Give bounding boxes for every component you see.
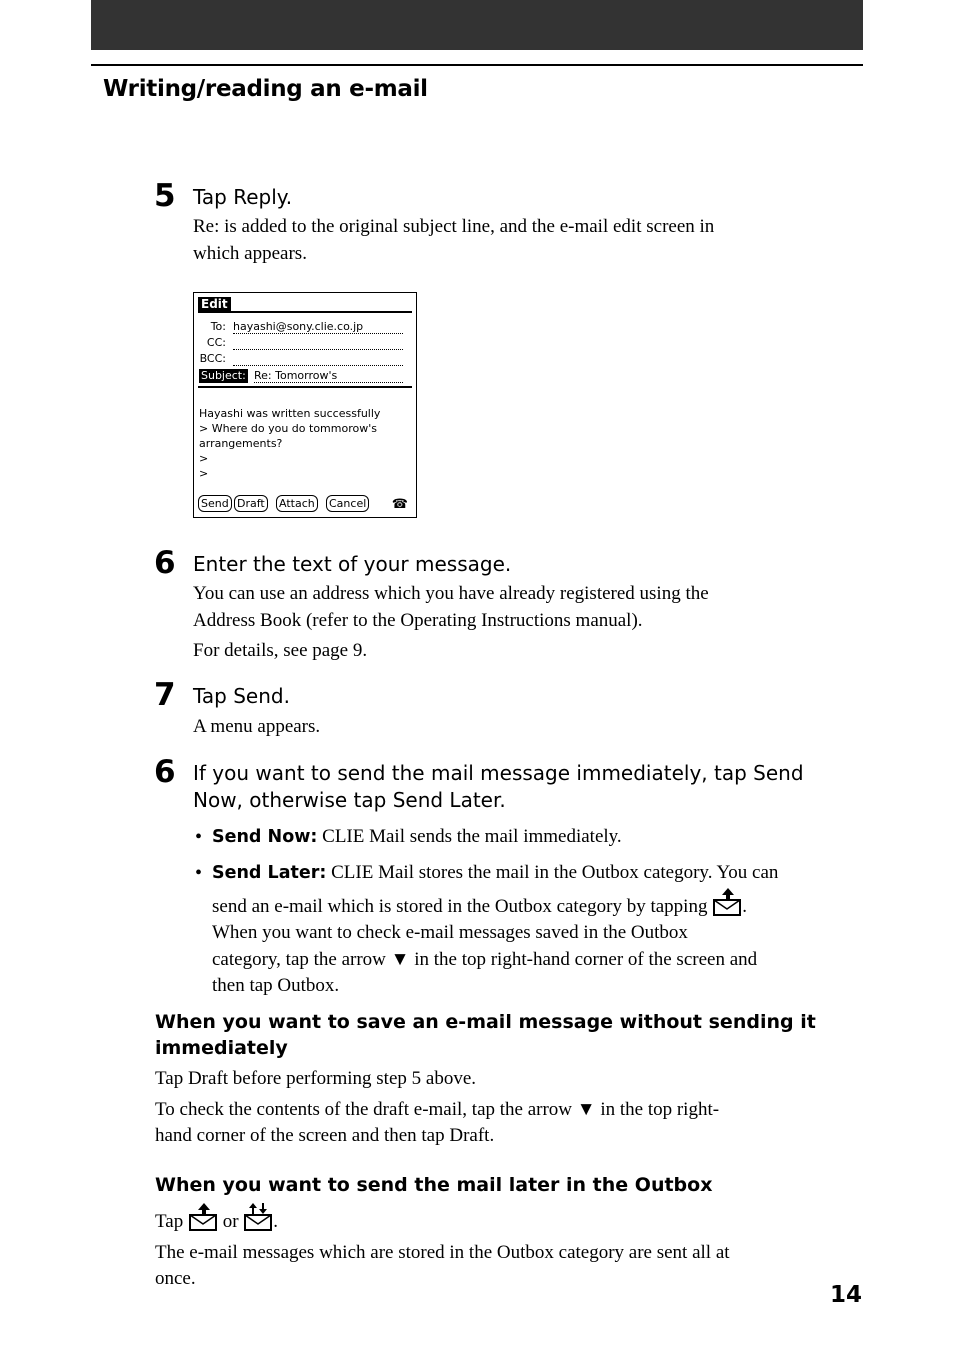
heading-line: If you want to send the mail message immediately, tap Send [193, 761, 804, 785]
send-receive-icon [243, 1202, 273, 1232]
text-line: Tap [155, 1211, 188, 1232]
heading-line: immediately [155, 1037, 288, 1059]
step-text: A menu appears. [193, 716, 321, 737]
header-bar [91, 0, 863, 50]
text-line: or [217, 1211, 244, 1232]
message-body: Hayashi was written successfully > Where do you do tommorow's arrangements? > > [199, 407, 381, 480]
title-rule [198, 311, 412, 313]
send-outbox-icon [188, 1202, 218, 1232]
text-line: hand corner of the screen and then tap Draft. [155, 1125, 495, 1146]
text-line: You can use an address which you have already registered using the [193, 583, 709, 604]
send-now-item [212, 824, 622, 851]
heading-line: When you want to save an e-mail message without sending it [155, 1011, 816, 1033]
text-line: CLIE Mail stores the mail in the Outbox category. You can [326, 862, 779, 883]
header-rule [91, 64, 863, 66]
step-text [193, 581, 709, 665]
text-line: Address Book (refer to the Operating Instructions manual). [193, 609, 643, 631]
text-line: send an e-mail which is stored in the Outbox category by tapping [212, 895, 713, 917]
subheading [155, 1009, 816, 1061]
text-line: The e-mail messages which are stored in the Outbox category are sent all at [155, 1241, 730, 1263]
text-line: . [273, 1211, 279, 1232]
step-number: 7 [154, 677, 176, 713]
text-line: once. [155, 1268, 196, 1289]
text-line: For details, see page 9. [193, 640, 368, 661]
cancel-button: Cancel [326, 495, 369, 512]
bcc-label: BCC: [199, 352, 226, 365]
header-divider [198, 386, 412, 388]
cc-label: CC: [206, 336, 226, 349]
text-line: category, tap the arrow ▼ in the top right-hand corner of the screen and [212, 948, 758, 970]
subject-field: Re: Tomorrow's [254, 369, 403, 383]
draft-button: Draft [234, 495, 268, 512]
step-text [193, 214, 714, 267]
send-outbox-icon [712, 887, 742, 917]
step-heading: Tap Send. [193, 684, 290, 708]
text-line: When you want to check e-mail messages saved in the Outbox [212, 922, 688, 943]
to-label: To: [210, 320, 226, 333]
step-heading: Tap Reply. [193, 185, 293, 209]
text-line: which appears. [193, 242, 307, 264]
subheading: When you want to send the mail later in the Outbox [155, 1174, 713, 1196]
text-line: To check the contents of the draft e-mail, tap the arrow ▼ in the top right- [155, 1098, 720, 1120]
send-now-label: Send Now: [212, 827, 318, 847]
text-line: then tap Outbox. [212, 975, 340, 996]
draft-text [155, 1066, 719, 1150]
bullet: • [195, 826, 203, 848]
step-number: 5 [154, 178, 176, 214]
step-heading: Enter the text of your message. [193, 552, 512, 576]
outbox-text [155, 1202, 730, 1293]
send-later-label: Send Later: [212, 863, 327, 883]
step-number: 6 [154, 545, 176, 581]
phone-icon: ☎ [391, 497, 408, 512]
bcc-field [233, 352, 403, 366]
subject-label: Subject: [201, 369, 246, 382]
cc-field [233, 336, 403, 350]
email-edit-screenshot [193, 292, 417, 518]
page-number: 14 [829, 1282, 862, 1308]
to-field: hayashi@sony.clie.co.jp [233, 320, 403, 334]
send-button: Send [198, 495, 232, 512]
text-line: . [742, 895, 747, 917]
screen-title: Edit [198, 297, 231, 312]
heading-line: Now, otherwise tap Send Later. [193, 788, 506, 812]
send-later-item [212, 860, 778, 1000]
send-now-text: CLIE Mail sends the mail immediately. [317, 826, 622, 847]
text-line: Tap Draft before performing step 5 above. [155, 1068, 477, 1089]
step-heading [193, 760, 804, 814]
attach-button: Attach [276, 495, 318, 512]
bullet: • [195, 862, 203, 884]
section-title: Writing/reading an e-mail [103, 76, 428, 102]
step-number: 6 [154, 754, 176, 790]
text-line: Re: is added to the original subject line, and the e-mail edit screen in [193, 216, 715, 237]
